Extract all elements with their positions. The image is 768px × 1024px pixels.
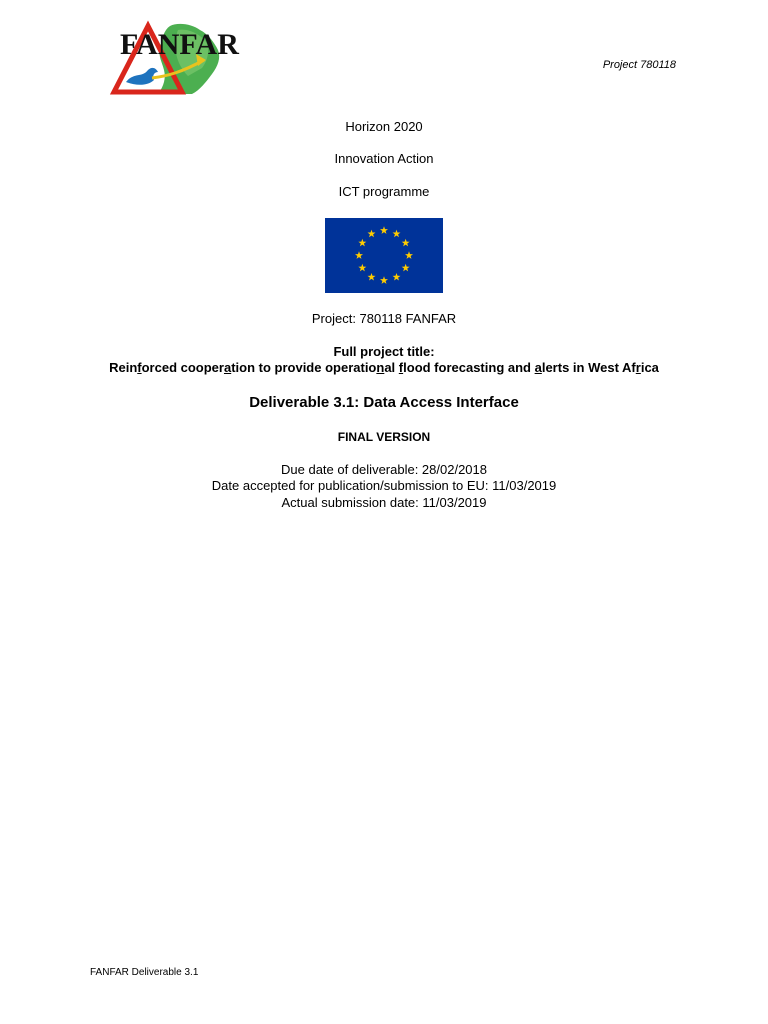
title-text-segment: ica bbox=[640, 360, 659, 375]
title-text-segment: al bbox=[384, 360, 399, 375]
title-underlined-letter: a bbox=[534, 360, 542, 375]
full-title-label: Full project title: bbox=[333, 344, 435, 359]
version-label: FINAL VERSION bbox=[337, 430, 431, 444]
title-underlined-letter: f bbox=[398, 360, 404, 375]
title-text-segment: tion to provide operatio bbox=[231, 360, 377, 375]
deliverable-title: Deliverable 3.1: Data Access Interface bbox=[249, 394, 519, 411]
title-text-segment: lood forecasting and bbox=[403, 360, 535, 375]
title-text-segment: Rein bbox=[109, 360, 138, 375]
submission-date: Actual submission date: 11/03/2019 bbox=[281, 495, 487, 510]
programme-line-3: ICT programme bbox=[338, 184, 430, 199]
title-underlined-letter: n bbox=[376, 360, 385, 375]
header-project-ref: Project 780118 bbox=[602, 59, 676, 71]
logo-wordmark: FANFAR bbox=[120, 28, 239, 61]
footer-text: FANFAR Deliverable 3.1 bbox=[90, 967, 199, 978]
title-underlined-letter: a bbox=[223, 360, 232, 375]
full-title bbox=[0, 360, 768, 375]
due-date: Due date of deliverable: 28/02/2018 bbox=[281, 462, 487, 477]
title-text-segment: orced cooper bbox=[141, 360, 224, 375]
programme-line-1: Horizon 2020 bbox=[345, 119, 423, 134]
programme-line-2: Innovation Action bbox=[334, 151, 434, 166]
accepted-date: Date accepted for publication/submission to EU: 11/03/2019 bbox=[211, 478, 557, 493]
fanfar-logo bbox=[108, 20, 239, 98]
title-underlined-letter: f bbox=[137, 360, 142, 375]
eu-flag bbox=[325, 218, 443, 293]
project-line: Project: 780118 FANFAR bbox=[311, 311, 457, 326]
title-underlined-letter: r bbox=[635, 360, 641, 375]
title-text-segment: lerts in West Af bbox=[541, 360, 636, 375]
